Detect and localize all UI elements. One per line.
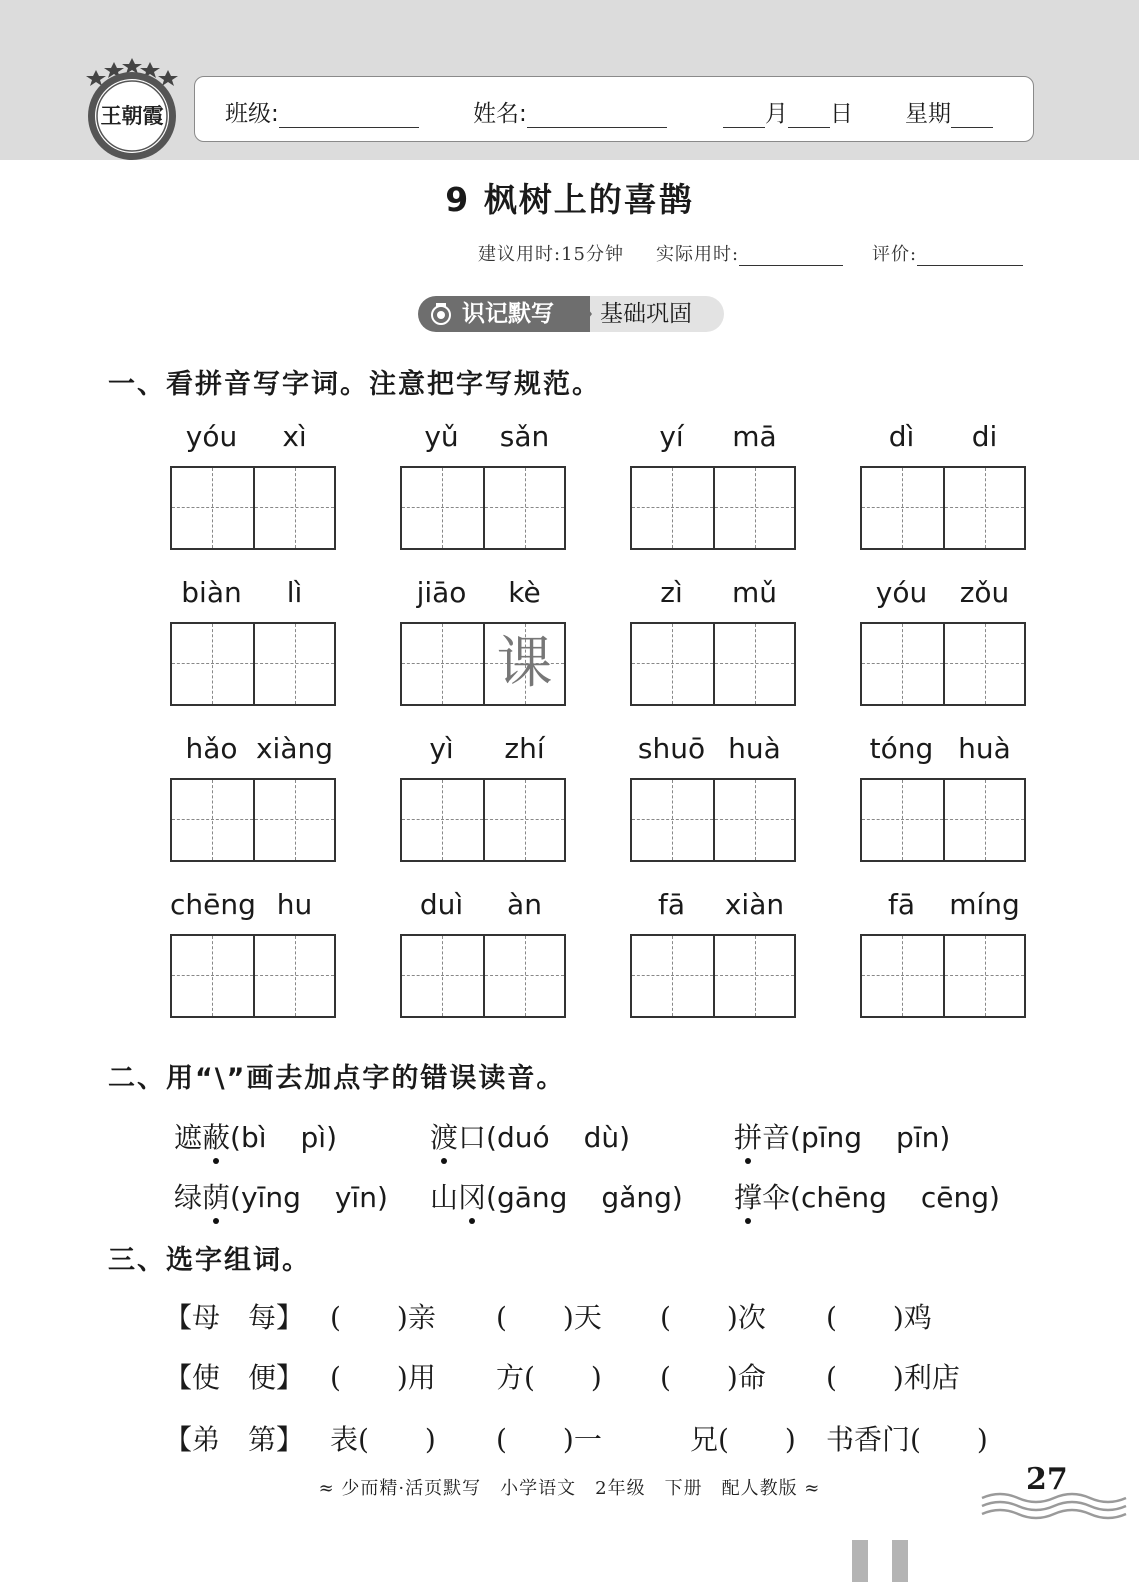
pinyin-group <box>170 888 336 1020</box>
word-choice-row <box>0 1418 1139 1458</box>
pinyin-syllable: zhí <box>504 732 545 765</box>
pinyin-syllable: xì <box>282 420 307 453</box>
writing-box-pair <box>400 622 566 706</box>
close-paren: ) <box>376 1181 388 1214</box>
pinyin-syllable: míng <box>949 888 1020 921</box>
writing-box-pair <box>860 934 1026 1018</box>
pinyin-syllable: hǎo <box>185 732 238 765</box>
writing-cell[interactable] <box>632 780 713 860</box>
writing-box-pair <box>170 466 336 550</box>
writing-cell[interactable] <box>253 468 334 548</box>
pinyin-group <box>630 888 796 1020</box>
pinyin-syllable: xiàng <box>255 732 334 765</box>
close-paren: ) <box>671 1181 683 1214</box>
dotted-character: 渡 <box>430 1121 459 1154</box>
writing-cell[interactable] <box>713 780 794 860</box>
writing-box-pair <box>860 622 1026 706</box>
open-paren: ( <box>230 1181 241 1214</box>
writing-cell[interactable] <box>402 468 483 548</box>
writing-cell[interactable] <box>402 936 483 1016</box>
writing-box-pair <box>630 622 796 706</box>
reading-option[interactable]: pīn <box>896 1121 940 1154</box>
name-blank[interactable] <box>527 102 667 128</box>
class-field[interactable] <box>225 95 419 128</box>
reading-option[interactable]: chēng <box>800 1181 887 1214</box>
writing-cell[interactable] <box>253 624 334 704</box>
fill-blank-word[interactable]: ( )鸡 <box>826 1301 932 1334</box>
open-paren: ( <box>790 1121 801 1154</box>
fill-blank-word[interactable]: 书香门( ) <box>826 1423 988 1456</box>
pinyin-syllable: yóu <box>185 420 238 453</box>
date-field[interactable] <box>723 95 853 128</box>
writing-cell[interactable] <box>172 780 253 860</box>
seal-text: 王朝霞 <box>100 103 164 128</box>
weekday-field[interactable] <box>905 95 993 128</box>
class-blank[interactable] <box>279 102 419 128</box>
open-paren: ( <box>486 1181 497 1214</box>
reading-item <box>734 1176 1000 1216</box>
evaluation-label: 评价: <box>872 244 918 265</box>
dotted-character: 荫 <box>202 1181 231 1214</box>
writing-cell[interactable] <box>172 936 253 1016</box>
writing-cell[interactable] <box>632 468 713 548</box>
writing-box-pair <box>860 778 1026 862</box>
writing-cell[interactable] <box>862 780 943 860</box>
writing-cell[interactable] <box>943 936 1024 1016</box>
writing-box-pair <box>170 778 336 862</box>
page-number: 27 <box>1026 1462 1068 1497</box>
word-character: 绿 <box>174 1181 203 1214</box>
close-paren: ) <box>939 1121 951 1154</box>
pinyin-syllable: zì <box>660 576 683 609</box>
word-character: 伞 <box>762 1181 791 1214</box>
pinyin-group <box>170 732 336 864</box>
fill-blank-word[interactable]: ( )一 <box>496 1423 602 1456</box>
suggested-time: 建议用时:15分钟 <box>478 244 624 265</box>
reading-item <box>430 1176 683 1216</box>
reading-option[interactable]: duó <box>496 1121 550 1154</box>
reading-item <box>734 1116 950 1156</box>
class-label: 班级: <box>225 101 279 127</box>
writing-cell[interactable] <box>713 936 794 1016</box>
pinyin-syllable: lì <box>286 576 303 609</box>
lesson-title: 9 枫树上的喜鹊 <box>445 180 694 219</box>
name-field[interactable] <box>473 95 667 128</box>
pinyin-syllable: tóng <box>869 732 934 765</box>
evaluation-field[interactable] <box>872 240 1023 266</box>
actual-time-label: 实际用时: <box>656 244 740 265</box>
pinyin-syllable: mǔ <box>731 576 778 609</box>
footer-text: ≈ 少而精·活页默写 小学语文 2年级 下册 配人教版 ≈ <box>318 1478 821 1499</box>
pinyin-syllable: sǎn <box>499 420 550 453</box>
writing-box-pair <box>400 778 566 862</box>
dotted-character: 蔽 <box>202 1121 231 1154</box>
pinyin-syllable: yí <box>659 420 684 453</box>
writing-cell[interactable] <box>862 936 943 1016</box>
writing-cell[interactable] <box>402 624 483 704</box>
q2-heading: 二、用“\”画去加点字的错误读音。 <box>108 1063 566 1094</box>
dotted-character: 拼 <box>734 1121 763 1154</box>
reading-option[interactable]: gǎng <box>601 1181 672 1214</box>
badge-arrow <box>578 296 592 332</box>
pinyin-syllable: fā <box>887 888 915 921</box>
writing-cell[interactable] <box>253 780 334 860</box>
character-choices: 【弟 第】 <box>164 1423 305 1456</box>
pinyin-syllable: huà <box>958 732 1011 765</box>
pinyin-syllable: yì <box>429 732 454 765</box>
pinyin-group <box>400 732 566 864</box>
publisher-seal-logo <box>84 56 180 160</box>
pinyin-syllable: jiāo <box>416 576 467 609</box>
pinyin-syllable: àn <box>507 888 542 921</box>
writing-cell[interactable] <box>713 468 794 548</box>
day-blank[interactable] <box>788 102 830 128</box>
dotted-character: 撑 <box>734 1181 763 1214</box>
name-label: 姓名: <box>473 101 527 127</box>
writing-box-pair <box>630 778 796 862</box>
character-choices: 【使 便】 <box>164 1361 305 1394</box>
writing-cell[interactable] <box>632 624 713 704</box>
writing-cell[interactable] <box>483 468 564 548</box>
writing-cell[interactable] <box>943 780 1024 860</box>
writing-cell[interactable] <box>483 936 564 1016</box>
writing-box-pair <box>860 466 1026 550</box>
writing-cell[interactable] <box>862 468 943 548</box>
reading-option[interactable]: dù <box>583 1121 620 1154</box>
writing-cell[interactable] <box>402 780 483 860</box>
dotted-character: 冈 <box>458 1181 487 1214</box>
writing-cell[interactable] <box>172 468 253 548</box>
wave-decoration-icon <box>980 1484 1130 1524</box>
writing-box-pair <box>630 934 796 1018</box>
writing-box-pair <box>400 934 566 1018</box>
fill-blank-word[interactable]: ( )命 <box>660 1361 766 1394</box>
pinyin-syllable: dì <box>888 420 915 453</box>
month-label: 月 <box>765 101 788 127</box>
evaluation-blank[interactable] <box>917 246 1023 266</box>
fill-blank-word[interactable]: 表( ) <box>330 1423 436 1456</box>
reading-item <box>174 1116 337 1156</box>
weekday-blank[interactable] <box>951 102 993 128</box>
writing-cell[interactable] <box>713 624 794 704</box>
reading-option[interactable]: yīng <box>240 1181 301 1214</box>
pinyin-syllable: duì <box>419 888 464 921</box>
pinyin-syllable: huà <box>728 732 781 765</box>
pinyin-group <box>860 732 1026 864</box>
pinyin-syllable: zǒu <box>959 576 1010 609</box>
pinyin-group <box>860 420 1026 552</box>
q1-heading: 一、看拼音写字词。注意把字写规范。 <box>108 369 601 400</box>
fill-blank-word[interactable]: ( )用 <box>330 1361 436 1394</box>
pinyin-syllable: fā <box>657 888 685 921</box>
pinyin-group <box>400 420 566 552</box>
writing-box-pair <box>170 934 336 1018</box>
word-character: 音 <box>762 1121 791 1154</box>
fill-blank-word[interactable]: 兄( ) <box>690 1423 796 1456</box>
pinyin-syllable: xiàn <box>724 888 785 921</box>
writing-cell[interactable] <box>943 468 1024 548</box>
fill-blank-word[interactable]: ( )次 <box>660 1301 766 1334</box>
student-info-box <box>194 76 1034 142</box>
medal-icon <box>430 303 452 325</box>
pinyin-syllable: mā <box>732 420 777 453</box>
pinyin-syllable: di <box>971 420 998 453</box>
reading-option[interactable]: pīng <box>800 1121 863 1154</box>
writing-cell[interactable] <box>862 624 943 704</box>
reading-option[interactable]: pì <box>300 1121 327 1154</box>
fill-blank-word[interactable]: ( )亲 <box>330 1301 436 1334</box>
pinyin-syllable: chēng <box>170 888 256 921</box>
writing-cell[interactable] <box>483 624 564 704</box>
pinyin-group <box>170 420 336 552</box>
actual-time-blank[interactable] <box>739 246 843 266</box>
writing-cell[interactable] <box>172 624 253 704</box>
close-paren: ) <box>326 1121 338 1154</box>
pinyin-syllable: yóu <box>875 576 928 609</box>
fill-blank-word[interactable]: 方( ) <box>496 1361 602 1394</box>
writing-box-pair <box>630 466 796 550</box>
pinyin-group <box>860 888 1026 1020</box>
open-paren: ( <box>230 1121 241 1154</box>
pinyin-syllable: shuō <box>637 732 706 765</box>
word-character: 山 <box>430 1181 459 1214</box>
pinyin-group <box>630 576 796 708</box>
pinyin-syllable: kè <box>508 576 541 609</box>
open-paren: ( <box>486 1121 497 1154</box>
pinyin-syllable: hu <box>276 888 313 921</box>
word-choice-row <box>0 1296 1139 1336</box>
writing-box-pair <box>400 466 566 550</box>
reading-option[interactable]: bì <box>240 1121 267 1154</box>
weekday-label: 星期 <box>905 101 951 127</box>
month-blank[interactable] <box>723 102 765 128</box>
pinyin-syllable: yǔ <box>424 420 459 453</box>
writing-cell[interactable] <box>253 936 334 1016</box>
section-badge <box>418 296 724 332</box>
reading-option[interactable]: gāng <box>496 1181 568 1214</box>
word-character: 口 <box>458 1121 487 1154</box>
fill-blank-word[interactable]: ( )天 <box>496 1301 602 1334</box>
pinyin-group <box>630 732 796 864</box>
word-choice-row <box>0 1356 1139 1396</box>
actual-time-field[interactable] <box>656 240 843 266</box>
reading-option[interactable]: yīn <box>334 1181 377 1214</box>
pinyin-syllable: biàn <box>181 576 242 609</box>
reading-item <box>430 1116 630 1156</box>
badge-secondary: 基础巩固 <box>578 296 724 332</box>
open-paren: ( <box>790 1181 801 1214</box>
reading-item <box>174 1176 388 1216</box>
writing-cell[interactable] <box>943 624 1024 704</box>
pinyin-group <box>170 576 336 708</box>
pinyin-group <box>630 420 796 552</box>
close-paren: ) <box>989 1181 1000 1214</box>
day-label: 日 <box>830 101 853 127</box>
pinyin-group <box>860 576 1026 708</box>
fill-blank-word[interactable]: ( )利店 <box>826 1361 960 1394</box>
q3-heading: 三、选字组词。 <box>108 1245 311 1276</box>
sample-character: 课 <box>496 631 553 696</box>
writing-box-pair <box>170 622 336 706</box>
writing-cell[interactable] <box>632 936 713 1016</box>
character-choices: 【母 每】 <box>164 1301 305 1334</box>
pinyin-group <box>400 576 566 708</box>
word-character: 遮 <box>174 1121 203 1154</box>
close-paren: ) <box>619 1121 631 1154</box>
badge-primary: 识记默写 <box>418 296 590 332</box>
writing-cell[interactable] <box>483 780 564 860</box>
binding-tab-right <box>892 1540 908 1582</box>
pinyin-group <box>400 888 566 1020</box>
binding-tab-left <box>852 1540 868 1582</box>
reading-option[interactable]: cēng <box>920 1181 989 1214</box>
